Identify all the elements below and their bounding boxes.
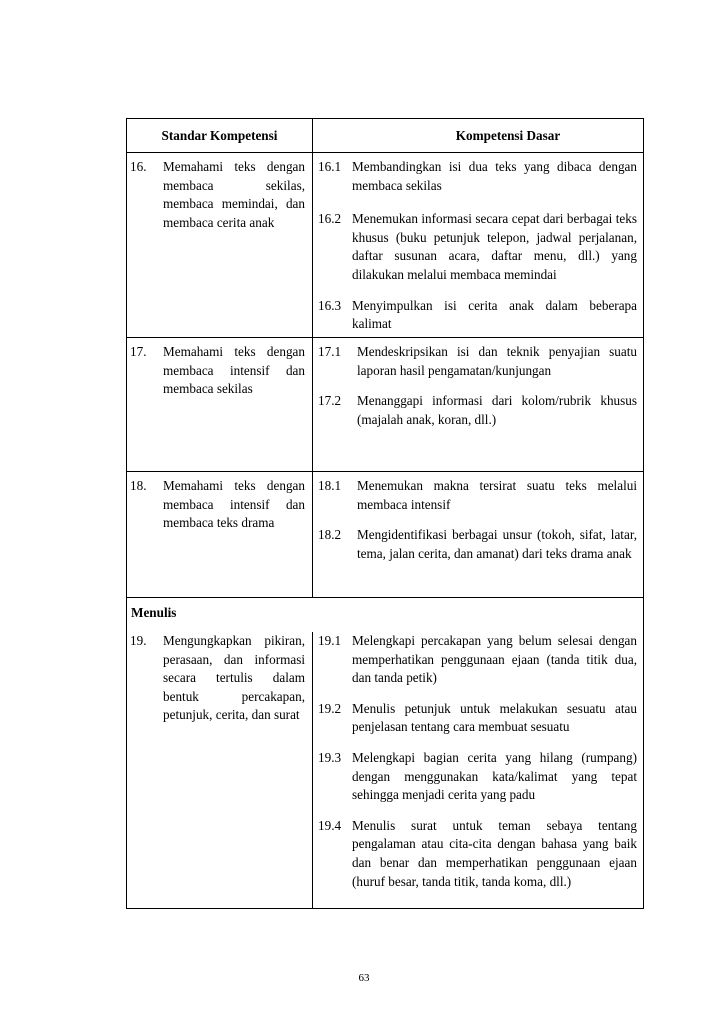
header-standar-kompetensi: Standar Kompetensi [127, 119, 313, 152]
kd-number: 16.2 [318, 211, 342, 227]
kd-cell [313, 472, 643, 597]
kd-cell [313, 153, 643, 337]
sk-cell [127, 338, 313, 471]
kd-text: Melengkapi percakapan yang belum selesai dengan memperhatikan penggunaan ejaan (tanda titik dua, dan tanda petik) [352, 633, 637, 686]
kd-item [313, 472, 637, 514]
kd-number: 19.1 [318, 633, 342, 648]
kd-text: Mengidentifikasi berbagai unsur (tokoh, sifat, latar, tema, jalan cerita, dan amanat) dari teks drama anak [357, 527, 637, 561]
kd-number: 16.1 [318, 159, 342, 174]
kd-number: 18.2 [318, 527, 342, 543]
sk-number: 17. [130, 344, 147, 359]
kd-number: 18.1 [318, 478, 342, 493]
kd-item [313, 688, 637, 737]
kd-text: Membandingkan isi dua teks yang dibaca dengan membaca sekilas [352, 159, 637, 193]
sk-cell [127, 472, 313, 597]
kd-number: 19.4 [318, 817, 342, 833]
table-row-17 [127, 338, 643, 472]
kd-text: Mendeskripsikan isi dan teknik penyajian suatu laporan hasil pengamatan/kunjungan [357, 344, 637, 378]
kd-number: 16.3 [318, 297, 342, 313]
kd-number: 19.2 [318, 700, 342, 716]
kd-cell [313, 632, 643, 908]
page-number: 63 [358, 972, 370, 984]
sk-number: 18. [130, 478, 147, 493]
kd-item [313, 153, 637, 195]
sk-text: Memahami teks dengan membaca sekilas, membaca memindai, dan membaca cerita anak [163, 159, 305, 230]
kd-text: Menemukan makna tersirat suatu teks melalui membaca intensif [357, 478, 637, 512]
kd-item [313, 338, 637, 380]
sk-text: Mengungkapkan pikiran, perasaan, dan informasi secara tertulis dalam bentuk percakapan, petunjuk, cerita, dan surat [163, 633, 305, 723]
sk-text: Memahami teks dengan membaca intensif dan membaca sekilas [163, 344, 305, 397]
kd-text: Menulis petunjuk untuk melakukan sesuatu atau penjelasan tentang cara membuat sesuatu [352, 700, 637, 735]
kd-item [313, 514, 637, 563]
table-row-16 [127, 153, 643, 338]
section-title-menulis: Menulis [131, 605, 177, 620]
sk-cell [127, 632, 313, 908]
kd-item [313, 195, 637, 284]
kd-text: Menanggapi informasi dari kolom/rubrik khusus (majalah anak, koran, dll.) [357, 393, 637, 427]
kd-item [313, 805, 637, 891]
kd-text: Menemukan informasi secara cepat dari berbagai teks khusus (buku petunjuk telepon, jadwal perjalanan, daftar susunan acara, daftar menu, dll.) yang dilakukan melalui membaca memindai [352, 211, 637, 282]
kd-item [313, 632, 637, 688]
kd-cell [313, 338, 643, 471]
kd-number: 17.2 [318, 393, 342, 409]
kd-number: 19.3 [318, 749, 342, 765]
competency-table [126, 118, 644, 909]
table-row-19 [127, 598, 643, 908]
sk-text: Memahami teks dengan membaca intensif dan membaca teks drama [163, 478, 305, 531]
kd-text: Menulis surat untuk teman sebaya tentang pengalaman atau cita-cita dengan bahasa yang baik dan benar dan memperhatikan penggunaan ejaan (huruf besar, tanda titik, tanda koma, dll.) [352, 817, 637, 889]
kd-text: Menyimpulkan isi cerita anak dalam beberapa kalimat [352, 297, 637, 332]
table-row-18 [127, 472, 643, 598]
kd-item [313, 285, 637, 334]
sk-number: 16. [130, 159, 147, 174]
kd-number: 17.1 [318, 344, 342, 359]
kd-text: Melengkapi bagian cerita yang hilang (rumpang) dengan menggunakan kata/kalimat yang tepat sehingga menjadi cerita yang padu [352, 749, 637, 803]
kd-item [313, 380, 637, 429]
kd-item [313, 737, 637, 805]
header-kompetensi-dasar: Kompetensi Dasar [455, 128, 561, 143]
sk-number: 19. [130, 633, 147, 648]
table-header [127, 119, 643, 153]
sk-cell [127, 153, 313, 337]
